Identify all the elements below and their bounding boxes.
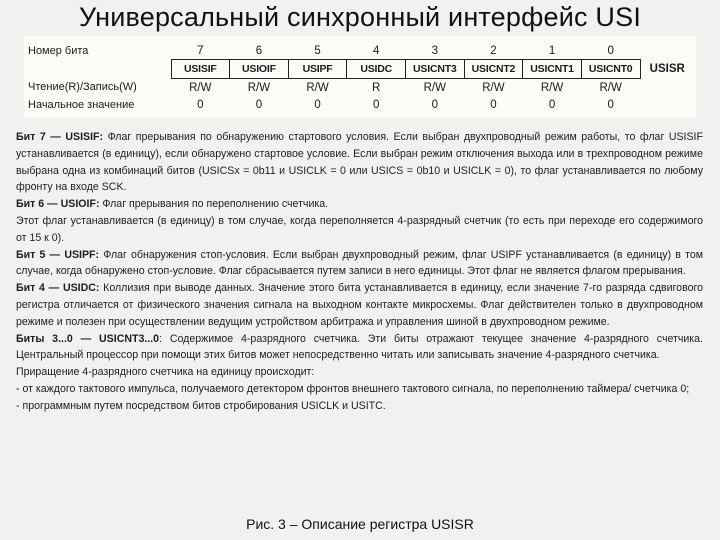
bits30-text: : Содержимое 4-разрядного счетчика. Эти биты отражают текущее значение 4-разрядного счетчика. Центральный процессор при помощи этих битов может непосредственно читать или записывать значение 4-разрядного счетчика. [16,332,703,362]
slide-title: Универсальный синхронный интерфейс USI [78,2,642,32]
access-value: R/W [189,81,212,94]
bit7-paragraph [16,129,703,196]
register-description [16,129,703,415]
bit-number: 0 [607,44,614,57]
list-item: - программным путем посредством битов стробирования USICLK и USITC. [16,399,386,412]
figure-caption: Рис. 3 – Описание регистра USISR [246,516,474,532]
initial-value: 0 [314,98,321,111]
register-diagram [24,36,696,118]
register-field: USIDC [347,60,406,79]
initial-value: 0 [548,98,556,111]
initial-value: 0 [490,98,497,111]
bit4-text: Коллизия при выводе данных. Значение этого бита устанавливается в единицу, если значение 7-го разряда сдвигового регистра отличается от физического значения сигнала на выходном контакте микросхемы. Флаг действителен только в двухпроводном режиме и полезен при осуществлении ведущим устройством арбитража и управления шиной в двухпроводном режиме. [16,282,703,328]
access-row [26,79,694,97]
register-field: USISIF [171,60,230,79]
register-field: USICNT2 [464,60,523,79]
bit-number: 4 [372,44,380,57]
initial-value: 0 [197,98,204,111]
bit-number-label: Номер бита [28,44,89,57]
register-name: USISR [649,63,685,75]
bit-number: 6 [255,44,263,57]
bit4-paragraph [16,280,703,330]
bit-number: 5 [314,44,321,57]
initial-row [26,96,694,113]
bit-number: 7 [197,44,204,57]
bit7-heading: Бит 7 — USISIF: [16,131,104,143]
bit4-heading: Бит 4 — USIDC: [16,282,100,295]
access-label: Чтение(R)/Запись(W) [28,81,137,94]
bit-number: 3 [431,44,439,57]
bit-number: 1 [548,44,556,57]
register-field: USICNT1 [523,60,582,79]
bit-number-row [26,42,694,60]
bit5-paragraph [16,247,703,281]
bits30-paragraph [16,331,703,365]
initial-value: 0 [607,98,614,111]
bit6-heading: Бит 6 — USIOIF: [16,198,100,211]
initial-label: Начальное значение [28,98,135,111]
bit6-text: Флаг прерывания по переполнению счетчика. [99,198,329,211]
access-value: R/W [247,81,271,94]
access-value: R/W [599,81,622,94]
register-field: USIOIF [230,60,289,79]
bit6-description: Этот флаг устанавливается (в единицу) в том случае, когда переполняется 4-разрядный счетчик (то есть при переходе его содержимого от 15 к 0). [16,214,703,244]
access-value: R [372,81,381,94]
initial-value: 0 [431,98,439,111]
bits30-heading: Биты 3...0 — USICNT3...0 [16,332,160,345]
bit5-text: Флаг обнаружения стоп-условия. Если выбран двухпроводный режим, флаг USIPF устанавливается (в единицу) в том случае, когда обнаружено стоп-условие. Флаг сбрасывается путем записи в него единицы. Этот флаг не является флагом прерывания. [16,248,703,278]
access-value: R/W [540,81,564,94]
bit5-heading: Бит 5 — USIPF: [16,248,100,261]
list-item: - от каждого тактового импульса, получаемого детектором фронтов внешнего тактового сигнала, по переполнению таймера/ счетчика 0; [16,382,690,395]
register-table [26,42,694,113]
bit6-paragraph [16,196,703,213]
initial-value: 0 [255,98,263,111]
register-field: USICNT0 [581,60,640,79]
access-value: R/W [482,81,505,94]
register-field: USIPF [288,60,347,79]
bit7-text: Флаг прерывания по обнаружению стартового условия. Если выбран двухпроводный режим работы, то флаг USISIF устанавливается (в единицу), если обнаружено стартовое условие. Если выбран режим отключения выхода или в трехпроводном режиме выбрана одна из комбинаций битов (USICSx = 0b11 и USICLK = 0 или USICS = 0b10 и USICLK = 0), то флаг устанавливается по любому фронту на входе SCK. [16,131,703,194]
field-row [26,60,694,79]
increment-line: Приращение 4-разрядного счетчика на единицу происходит: [16,366,315,379]
access-value: R/W [306,81,329,94]
initial-value: 0 [372,98,380,111]
bit-number: 2 [490,44,497,57]
register-field: USICNT3 [406,60,465,79]
access-value: R/W [423,81,446,94]
